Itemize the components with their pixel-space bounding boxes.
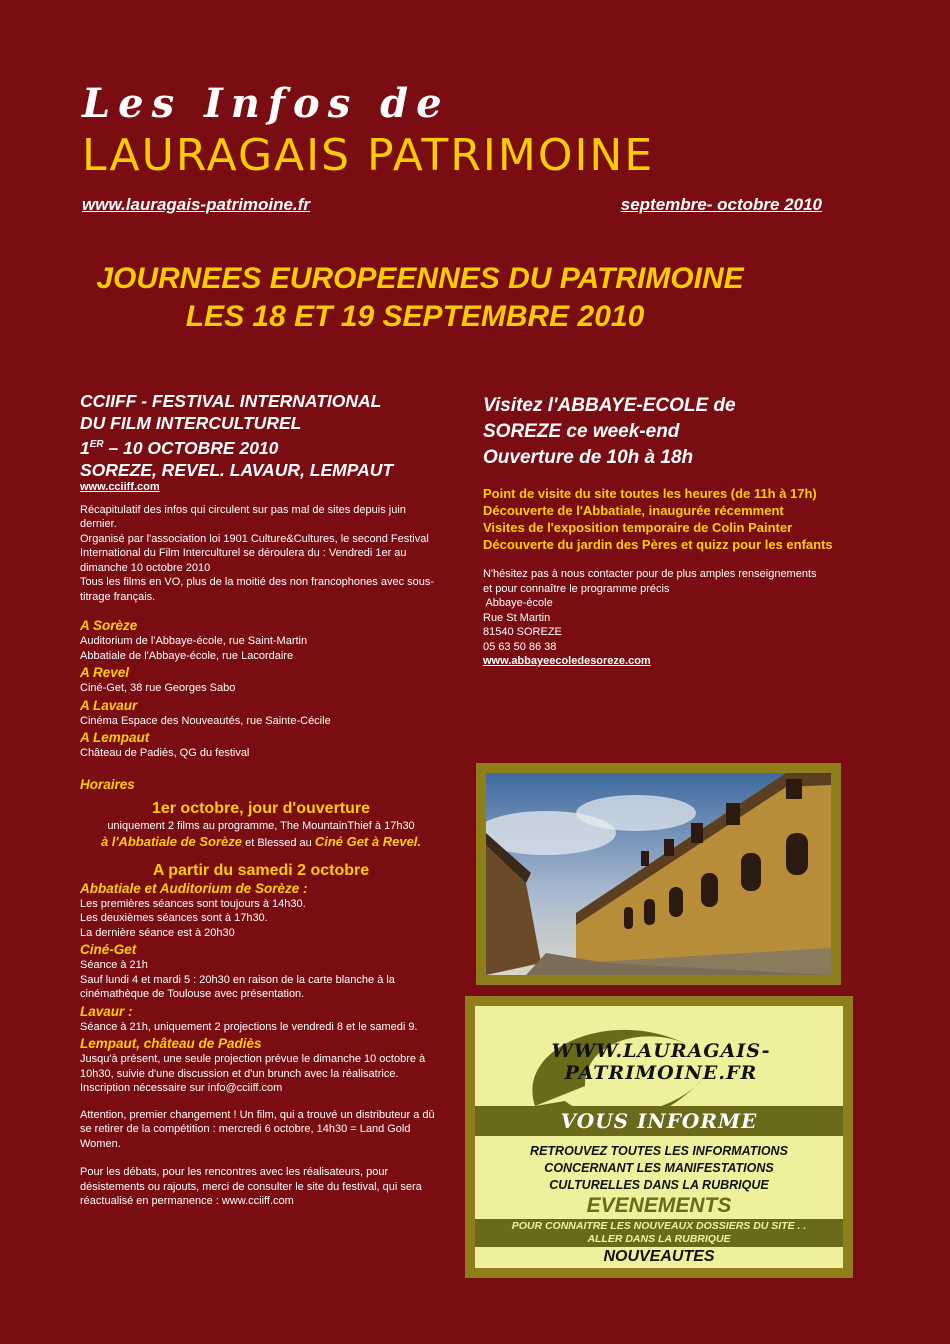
abbaye-title	[483, 393, 843, 471]
newsletter-title: LAURAGAIS PATRIMOINE	[82, 130, 655, 181]
abbaye-photo-frame	[476, 763, 841, 985]
from-october-heading: A partir du samedi 2 octobre	[152, 861, 370, 879]
venue-address: Château de Padiès, QG du festival	[80, 747, 250, 760]
festival-column	[80, 390, 442, 1209]
schedule-line: Séance à 21h	[80, 959, 148, 972]
venue-name: A Lavaur	[80, 697, 138, 713]
contact-line: 05 63 50 86 38	[483, 640, 557, 653]
schedule-line: Jusqu'à présent, une seule projection prévue le dimanche 10 octobre à 10h30, suivie d'une discussion et d'un brunch avec la réalisatrice. Inscription nécessaire sur info@cciiff.com	[80, 1053, 426, 1095]
debates-note: Pour les débats, pour les rencontres avec les réalisateurs, pour désistements ou rajouts, merci de consulter le site du festival, qui sera réactualisé en permanence : www.cciiff.com	[80, 1166, 422, 1208]
contact-line: N'hésitez pas à nous contacter pour de plus amples renseignements	[483, 568, 817, 580]
banner-retrouvez	[475, 1143, 843, 1194]
venue-name: A Revel	[80, 665, 130, 681]
abbaye-point: Visites de l'exposition temporaire de Colin Painter	[483, 520, 793, 535]
abbaye-point: Point de visite du site toutes les heures (de 11h à 17h)	[483, 486, 817, 501]
main-title	[0, 260, 950, 336]
opening-text: uniquement 2 films au programme, The MountainThief à 17h30	[107, 819, 415, 832]
schedule-list	[80, 881, 442, 1096]
abbaye-column	[483, 393, 843, 669]
schedule-line: La dernière séance est à 20h30	[80, 926, 235, 939]
banner-retrouvez-line: CULTURELLES DANS LA RUBRIQUE	[549, 1178, 769, 1192]
intro-paragraph: Organisé par l'association loi 1901 Culture&Cultures, le second Festival International du Film Interculturel se déroulera du : Vendredi 1er au dimanche 10 octobre 2010	[80, 532, 429, 574]
banner-vous-informe: VOUS INFORME	[560, 1109, 758, 1133]
festival-dates-sup: ER	[89, 439, 104, 450]
banner-retrouvez-line: CONCERNANT LES MANIFESTATIONS	[544, 1161, 774, 1175]
main-title-line-2: LES 18 ET 19 SEPTEMBRE 2010	[185, 300, 645, 333]
intro-paragraph: Récapitulatif des infos qui circulent sur pas mal de sites depuis juin dernier.	[80, 503, 406, 531]
venue-name: A Sorèze	[80, 618, 138, 634]
horaires-label: Horaires	[80, 776, 135, 792]
abbaye-photo	[486, 773, 831, 975]
contact-line: Rue St Martin	[483, 611, 551, 624]
schedule-venue: Abbatiale et Auditorium de Sorèze :	[80, 880, 308, 896]
banner-retrouvez-line: RETROUVEZ TOUTES LES INFORMATIONS	[530, 1144, 788, 1158]
festival-link[interactable]: www.cciiff.com	[80, 480, 160, 493]
abbaye-opening-hours: Ouverture de 10h à 18h	[483, 447, 694, 468]
abbaye-point: Découverte du jardin des Pères et quizz pour les enfants	[483, 537, 833, 552]
website-link[interactable]: www.lauragais-patrimoine.fr	[82, 195, 310, 214]
festival-title	[80, 390, 442, 481]
contact-line: 81540 SOREZE	[483, 626, 562, 638]
festival-title-line-2: DU FILM INTERCULTUREL	[80, 413, 302, 433]
festival-towns: SOREZE, REVEL. LAVAUR, LEMPAUT	[80, 459, 394, 480]
abbaye-website-link[interactable]: www.abbayeecoledesoreze.com	[483, 655, 651, 667]
schedule-line: Les premières séances sont toujours à 14h30.	[80, 897, 306, 910]
contact-line: Abbaye-école	[483, 597, 553, 609]
website-banner[interactable]	[465, 996, 853, 1278]
venue-address: Abbatiale de l'Abbaye-école, rue Lacordaire	[80, 649, 294, 662]
schedule-venue: Lavaur :	[80, 1003, 133, 1019]
newsletter-pretitle: Les Infos de	[82, 80, 450, 127]
abbaye-point: Découverte de l'Abbatiale, inaugurée récemment	[483, 503, 784, 518]
schedule-line: Séance à 21h, uniquement 2 projections le vendredi 8 et le samedi 9.	[80, 1020, 418, 1033]
venue-list	[80, 618, 442, 761]
opening-text: et Blessed au	[242, 836, 315, 849]
festival-dates	[80, 434, 442, 459]
abbaye-title-line-2: SOREZE ce week-end	[483, 421, 680, 442]
festival-intro	[80, 503, 442, 605]
banner-connaitre-line: ALLER DANS LA RUBRIQUE	[587, 1233, 731, 1245]
venue-address: Cinéma Espace des Nouveautés, rue Sainte-Cécile	[80, 714, 331, 727]
opening-venue: à l'Abbatiale de Sorèze	[100, 833, 243, 849]
abbaye-building-illustration	[486, 773, 831, 975]
banner-panel	[475, 1006, 843, 1268]
opening-day-text: uniquement 2 films au programme, The MountainThief à 17h30 à l'Abbatiale de Sorèze et Blessed au Ciné Get à Revel.	[100, 819, 422, 849]
schedule-venue: Ciné-Get	[80, 942, 137, 958]
contact-line: et pour connaître le programme précis	[483, 582, 670, 595]
abbaye-contact	[483, 567, 843, 669]
banner-connaitre-line: POUR CONNAITRE LES NOUVEAUX DOSSIERS DU SITE . .	[511, 1220, 807, 1232]
schedule-line: Les deuxièmes séances sont à 17h30.	[80, 912, 268, 925]
issue-date: septembre- octobre 2010	[620, 195, 822, 214]
venue-address: Ciné-Get, 38 rue Georges Sabo	[80, 682, 236, 695]
schedule-venue: Lempaut, château de Padiès	[80, 1036, 262, 1052]
banner-evenements: EVENEMENTS	[586, 1194, 732, 1217]
banner-connaitre	[475, 1220, 843, 1246]
banner-nouveautes: NOUVEAUTES	[603, 1248, 715, 1265]
venue-name: A Lempaut	[80, 730, 150, 746]
festival-dates-start: 1	[80, 437, 90, 458]
abbaye-title-line-1: Visitez l'ABBAYE-ECOLE de	[483, 395, 736, 416]
opening-day-heading: 1er octobre, jour d'ouverture	[151, 799, 371, 817]
intro-paragraph: Tous les films en VO, plus de la moitié des non francophones avec sous-titrage français.	[80, 576, 435, 603]
abbaye-highlights	[483, 485, 843, 553]
banner-url: WWW.LAURAGAIS-PATRIMOINE.FR	[551, 1040, 771, 1084]
main-title-line-1: JOURNEES EUROPEENNES DU PATRIMOINE	[96, 262, 744, 295]
schedule-line: Sauf lundi 4 et mardi 5 : 20h30 en raison de la carte blanche à la cinémathèque de Toulouse avec présentation.	[80, 973, 395, 1001]
opening-venue: Ciné Get à Revel	[314, 833, 418, 849]
festival-dates-end: – 10 OCTOBRE 2010	[103, 437, 279, 458]
venue-address: Auditorium de l'Abbaye-école, rue Saint-Martin	[80, 635, 308, 648]
festival-title-line-1: CCIIFF - FESTIVAL INTERNATIONAL	[80, 391, 382, 411]
attention-note: Attention, premier changement ! Un film, qui a trouvé un distributeur a dû se retirer de la compétition : mercredi 6 octobre, 14h30 = Land Gold Women.	[80, 1108, 435, 1150]
